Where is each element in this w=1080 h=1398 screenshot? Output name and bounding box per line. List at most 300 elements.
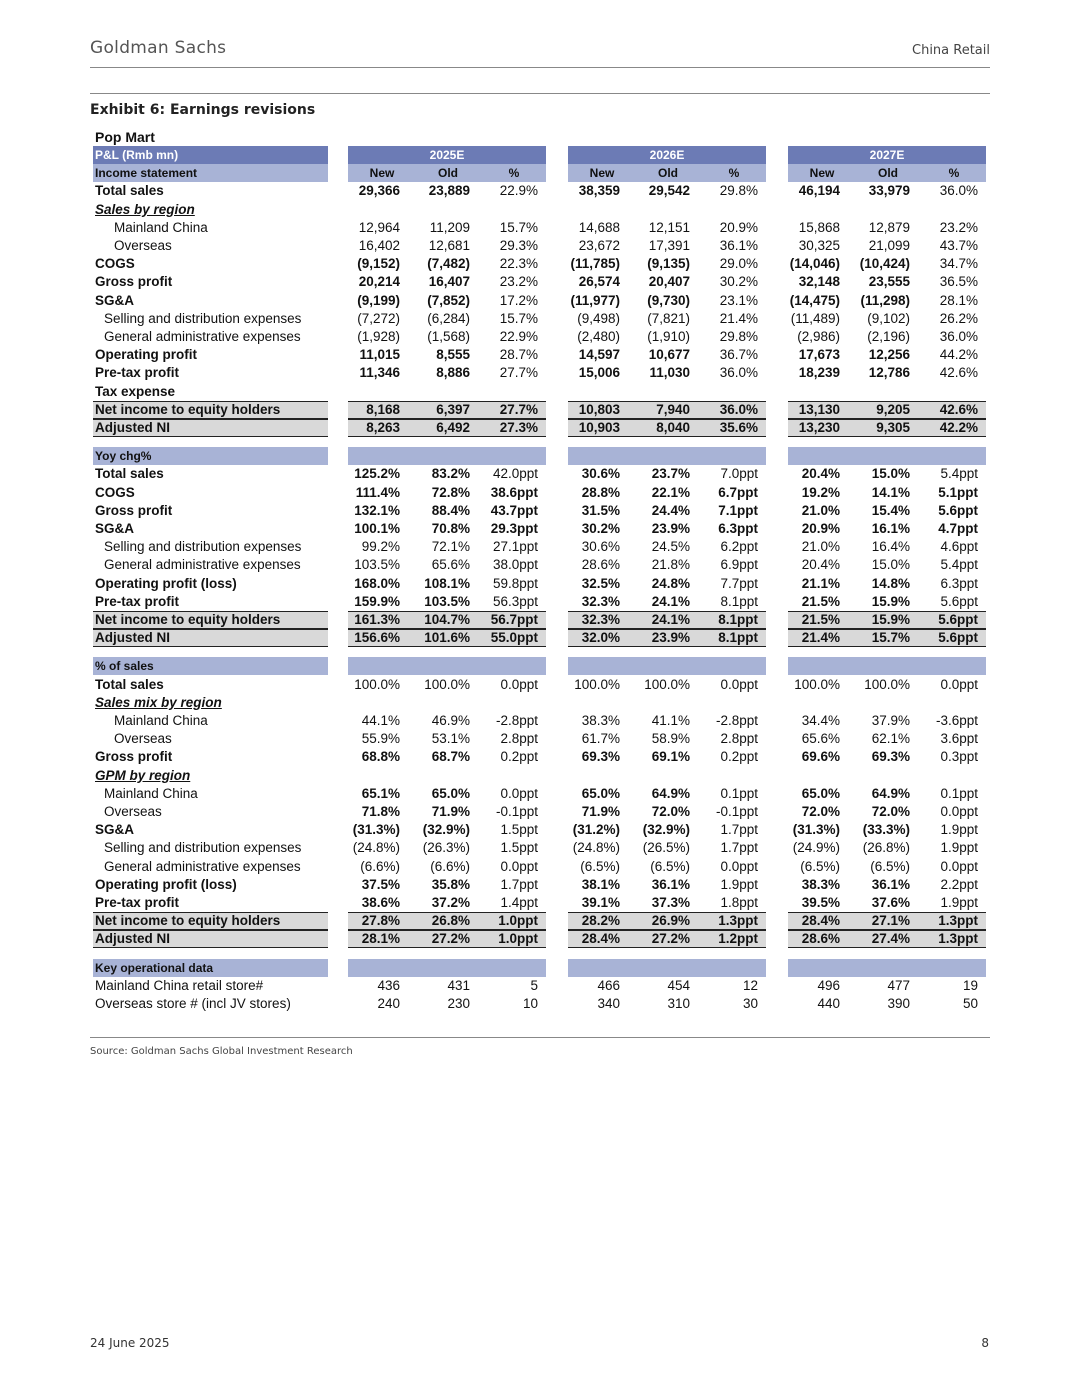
cell-value: 46,194: [798, 183, 840, 199]
cell-value: 1.7ppt: [720, 840, 758, 856]
row-label: Adjusted NI: [95, 420, 171, 435]
cell-value: 37.3%: [651, 895, 690, 910]
cell-value: 12,681: [428, 238, 470, 253]
cell-value: 340: [597, 996, 620, 1011]
row-label: Pre-tax profit: [95, 593, 180, 609]
section-header-bar: [568, 657, 766, 675]
cell-value: 100.0%: [354, 676, 400, 692]
cell-value: 2.8ppt: [500, 731, 538, 747]
cell-value: 28.1%: [361, 931, 400, 947]
cell-value: 26,574: [578, 274, 620, 290]
cell-value: 496: [817, 977, 840, 993]
cell-value: 41.1%: [651, 713, 690, 728]
cell-value: 65.6%: [431, 557, 470, 573]
cell-value: 19.2%: [801, 484, 840, 500]
cell-value: 7,940: [656, 401, 690, 417]
table-row: [0, 959, 1080, 977]
row-label: Total sales: [95, 676, 164, 692]
year-header: 2026E: [649, 148, 685, 162]
cell-value: 21,099: [868, 238, 910, 253]
cell-value: 30.2%: [581, 521, 620, 536]
cell-value: 12,964: [358, 219, 400, 235]
row-label: Adjusted NI: [95, 630, 171, 646]
cell-value: 5.6ppt: [938, 612, 978, 627]
pl-label: P&L (Rmb mn): [95, 148, 179, 162]
cell-value: 71.9%: [581, 804, 620, 819]
table-row: [0, 694, 1080, 712]
cell-value: 64.9%: [871, 785, 910, 801]
cell-value: (9,152): [357, 256, 400, 272]
table-row: [0, 164, 1080, 182]
cell-value: (1,928): [357, 329, 400, 344]
cell-value: -3.6ppt: [935, 713, 978, 728]
cell-value: 454: [667, 977, 690, 993]
cell-value: 21.0%: [801, 539, 840, 555]
section-title: Key operational data: [95, 960, 214, 975]
table-row: [0, 465, 1080, 483]
cell-value: 103.5%: [424, 593, 470, 609]
cell-value: 29.0%: [719, 256, 758, 272]
cell-value: 0.0ppt: [940, 858, 978, 874]
title-rule: [90, 93, 990, 94]
cell-value: 71.8%: [361, 804, 400, 819]
table-row: [0, 977, 1080, 995]
cell-value: 7.0ppt: [720, 466, 758, 482]
row-label: Sales by region: [95, 201, 195, 217]
cell-value: 2.2ppt: [940, 876, 978, 892]
subcol-header: Old: [658, 166, 678, 181]
cell-value: 27.1ppt: [492, 539, 538, 555]
cell-value: 230: [447, 996, 470, 1011]
table-row: [0, 748, 1080, 766]
cell-value: (33.3%): [862, 822, 910, 838]
cell-value: 20.4%: [801, 466, 840, 482]
cell-value: 1.9ppt: [940, 895, 978, 910]
cell-value: 42.0ppt: [492, 466, 538, 482]
cell-value: 36.0%: [719, 401, 758, 417]
row-label: SG&A: [95, 292, 135, 308]
cell-value: 39.5%: [801, 895, 840, 910]
cell-value: 16.4%: [871, 539, 910, 555]
cell-value: (7,272): [357, 310, 400, 326]
cell-value: 55.0ppt: [490, 630, 538, 646]
cell-value: 36.1%: [719, 238, 758, 253]
row-label: Overseas store # (incl JV stores): [95, 996, 291, 1011]
cell-value: 28.8%: [581, 484, 620, 500]
cell-value: 65.0%: [431, 785, 470, 801]
cell-value: 125.2%: [354, 466, 400, 482]
cell-value: (9,135): [647, 256, 690, 272]
table-row: [0, 657, 1080, 675]
cell-value: 6.9ppt: [720, 557, 758, 573]
cell-value: 101.6%: [424, 630, 470, 646]
cell-value: 15.9%: [871, 612, 910, 627]
cell-value: 37.5%: [361, 876, 400, 892]
cell-value: 44.2%: [939, 347, 978, 363]
cell-value: 156.6%: [354, 630, 400, 646]
cell-value: (6,284): [427, 310, 470, 326]
cell-value: 23.9%: [651, 630, 690, 646]
cell-value: 29.8%: [719, 329, 758, 344]
cell-value: 30.6%: [581, 466, 620, 482]
table-row: [0, 912, 1080, 930]
cell-value: 0.0ppt: [940, 804, 978, 819]
row-label: COGS: [95, 256, 135, 272]
cell-value: 0.2ppt: [720, 749, 758, 765]
table-row: [0, 593, 1080, 611]
cell-value: (7,482): [427, 256, 470, 272]
cell-value: 17,391: [648, 238, 690, 253]
cell-value: 43.7%: [939, 238, 978, 253]
cell-value: 23.7%: [651, 466, 690, 482]
cell-value: 22.1%: [651, 484, 690, 500]
cell-value: (24.8%): [572, 840, 620, 856]
cell-value: 68.7%: [431, 749, 470, 765]
cell-value: 28.4%: [801, 913, 840, 929]
cell-value: 20,214: [358, 274, 400, 290]
cell-value: 168.0%: [354, 575, 400, 591]
table-row: [0, 201, 1080, 219]
cell-value: 11,346: [359, 365, 400, 381]
cell-value: 68.8%: [361, 749, 400, 765]
row-label: GPM by region: [95, 767, 191, 783]
cell-value: 38.0ppt: [492, 557, 538, 573]
cell-value: 436: [377, 977, 400, 993]
cell-value: 24.4%: [651, 502, 690, 518]
cell-value: 240: [377, 996, 400, 1011]
table-row: [0, 419, 1080, 437]
cell-value: 43.7ppt: [490, 502, 538, 518]
cell-value: 29.3%: [499, 238, 538, 253]
cell-value: 12,786: [868, 365, 910, 381]
section-header-bar: [788, 959, 986, 977]
table-row: [0, 839, 1080, 857]
cell-value: 1.4ppt: [500, 895, 538, 910]
cell-value: 22.9%: [499, 329, 538, 344]
cell-value: 14.1%: [871, 484, 910, 500]
table-row: [0, 328, 1080, 346]
cell-value: 30: [742, 996, 758, 1011]
cell-value: (14,475): [789, 292, 840, 308]
table-row: [0, 876, 1080, 894]
cell-value: 104.7%: [424, 612, 470, 627]
income-statement-label: Income statement: [95, 166, 198, 181]
cell-value: 22.9%: [499, 183, 538, 199]
cell-value: 15.4%: [871, 502, 910, 518]
cell-value: 6,492: [436, 420, 470, 435]
table-row: [0, 629, 1080, 647]
cell-value: 4.7ppt: [938, 521, 978, 536]
cell-value: 88.4%: [431, 502, 470, 518]
cell-value: 20.9%: [719, 219, 758, 235]
row-label: Sales mix by region: [95, 694, 222, 710]
cell-value: 38.3%: [581, 713, 620, 728]
subcol-header: New: [589, 166, 615, 181]
cell-value: 58.9%: [651, 731, 690, 747]
cell-value: 15.0%: [871, 466, 910, 482]
section-header-bar: [788, 447, 986, 465]
cell-value: (11,489): [790, 310, 840, 326]
row-label: Overseas: [114, 238, 172, 253]
cell-value: 27.4%: [871, 931, 910, 947]
cell-value: 65.6%: [801, 731, 840, 747]
cell-value: 36.0%: [939, 329, 978, 344]
cell-value: 59.8ppt: [492, 575, 538, 591]
cell-value: 108.1%: [424, 575, 470, 591]
subcol-header: Old: [438, 166, 458, 181]
cell-value: 21.5%: [801, 612, 840, 627]
header-section: China Retail: [912, 43, 990, 58]
cell-value: 15.7%: [499, 310, 538, 326]
cell-value: 36.1%: [871, 876, 910, 892]
cell-value: 72.0%: [871, 804, 910, 819]
cell-value: 72.1%: [431, 539, 470, 555]
section-header-bar: [568, 959, 766, 977]
row-label: Mainland China: [104, 785, 198, 801]
source-note: Source: Goldman Sachs Global Investment Research: [90, 1046, 353, 1057]
cell-value: 5.1ppt: [938, 484, 978, 500]
cell-value: 38.3%: [801, 876, 840, 892]
cell-value: 15.7%: [871, 630, 910, 646]
cell-value: 21.8%: [651, 557, 690, 573]
cell-value: 21.4%: [801, 630, 840, 646]
cell-value: 16,407: [428, 274, 470, 290]
cell-value: 0.0ppt: [940, 676, 978, 692]
subcol-header: %: [948, 166, 960, 181]
row-label: Total sales: [95, 183, 164, 199]
cell-value: 30,325: [798, 238, 840, 253]
cell-value: (2,986): [797, 329, 840, 344]
row-label: Gross profit: [95, 274, 173, 290]
cell-value: 1.3ppt: [938, 913, 978, 929]
cell-value: 37.9%: [871, 713, 910, 728]
cell-value: 20,407: [648, 274, 690, 290]
cell-value: 466: [597, 977, 620, 993]
cell-value: 0.0ppt: [720, 858, 758, 874]
cell-value: 5.4ppt: [940, 557, 978, 573]
cell-value: 61.7%: [581, 731, 620, 747]
cell-value: -0.1ppt: [495, 804, 538, 819]
cell-value: 53.1%: [431, 731, 470, 747]
cell-value: 33,979: [868, 183, 910, 199]
cell-value: 32,148: [798, 274, 840, 290]
row-label: General administrative expenses: [104, 557, 301, 573]
cell-value: 7.1ppt: [718, 502, 758, 518]
cell-value: 159.9%: [354, 593, 400, 609]
row-label: Mainland China retail store#: [95, 977, 264, 993]
table-row: [0, 502, 1080, 520]
cell-value: 100.0%: [644, 676, 690, 692]
cell-value: (2,196): [867, 329, 910, 344]
cell-value: 27.7%: [499, 365, 538, 381]
cell-value: 16,402: [358, 238, 400, 253]
cell-value: 1.9ppt: [940, 822, 978, 838]
row-label: Overseas: [114, 731, 172, 747]
cell-value: 0.0ppt: [720, 676, 758, 692]
cell-value: (6.5%): [800, 858, 840, 874]
cell-value: 8,555: [436, 347, 470, 363]
table-row: [0, 346, 1080, 364]
cell-value: -2.8ppt: [715, 713, 758, 728]
cell-value: 12,256: [868, 347, 910, 363]
cell-value: 3.6ppt: [940, 731, 978, 747]
table-row: [0, 995, 1080, 1013]
cell-value: 8,263: [366, 420, 400, 435]
cell-value: 62.1%: [871, 731, 910, 747]
cell-value: 1.0ppt: [498, 913, 538, 929]
cell-value: 7.7ppt: [720, 575, 758, 591]
cell-value: (6.5%): [580, 858, 620, 874]
row-label: Overseas: [104, 804, 162, 819]
exhibit-title: Exhibit 6: Earnings revisions: [90, 102, 316, 118]
cell-value: 29,542: [648, 183, 690, 199]
cell-value: 11,030: [649, 365, 690, 381]
cell-value: 27.2%: [431, 931, 470, 947]
cell-value: 1.8ppt: [720, 895, 758, 910]
row-label: COGS: [95, 484, 135, 500]
cell-value: (9,498): [577, 310, 620, 326]
cell-value: 0.1ppt: [720, 785, 758, 801]
cell-value: 26.9%: [651, 913, 690, 929]
cell-value: 6.3ppt: [940, 575, 978, 591]
row-label: Selling and distribution expenses: [104, 539, 302, 555]
table-row: [0, 767, 1080, 785]
cell-value: 10,803: [578, 401, 620, 417]
header-rule: [90, 67, 990, 68]
row-label: Operating profit: [95, 347, 197, 363]
cell-value: 27.3%: [499, 420, 538, 435]
cell-value: 29.8%: [719, 183, 758, 199]
cell-value: 0.0ppt: [500, 676, 538, 692]
cell-value: 10,677: [648, 347, 690, 363]
cell-value: 1.5ppt: [500, 822, 538, 838]
cell-value: 0.0ppt: [500, 785, 538, 801]
cell-value: 1.0ppt: [498, 931, 538, 947]
cell-value: 31.5%: [581, 502, 620, 518]
table-row: [0, 894, 1080, 912]
cell-value: 18,239: [798, 365, 840, 381]
cell-value: 100.0%: [424, 676, 470, 692]
cell-value: 23.9%: [651, 521, 690, 536]
cell-value: (9,199): [357, 292, 400, 308]
cell-value: 8,040: [656, 420, 690, 435]
table-row: [0, 401, 1080, 419]
cell-value: 11,015: [359, 347, 400, 363]
cell-value: 38.6%: [361, 895, 400, 910]
cell-value: 440: [817, 996, 840, 1011]
cell-value: 69.6%: [801, 749, 840, 765]
page-number: 8: [981, 1336, 989, 1350]
cell-value: 23,672: [578, 238, 620, 253]
table-row: [0, 676, 1080, 694]
section-title: % of sales: [95, 659, 154, 674]
cell-value: (6.5%): [650, 858, 690, 874]
table-row: [0, 237, 1080, 255]
cell-value: 27.8%: [361, 913, 400, 929]
cell-value: 36.0%: [939, 183, 978, 199]
cell-value: 310: [667, 996, 690, 1011]
cell-value: 4.6ppt: [940, 539, 978, 555]
cell-value: 23,889: [428, 183, 470, 199]
cell-value: 37.2%: [431, 895, 470, 910]
cell-value: 5.4ppt: [940, 466, 978, 482]
table-row: [0, 556, 1080, 574]
cell-value: (1,910): [647, 329, 690, 344]
cell-value: 23.2%: [499, 274, 538, 290]
cell-value: 1.2ppt: [718, 931, 758, 947]
cell-value: 28.6%: [581, 557, 620, 573]
table-row: [0, 383, 1080, 401]
cell-value: (24.8%): [352, 840, 400, 856]
cell-value: 22.3%: [499, 256, 538, 272]
cell-value: 431: [447, 977, 470, 993]
cell-value: (11,785): [570, 256, 620, 272]
cell-value: 24.1%: [651, 612, 690, 627]
cell-value: 26.2%: [939, 310, 978, 326]
row-label: General administrative expenses: [104, 858, 301, 874]
cell-value: 103.5%: [354, 557, 400, 573]
cell-value: 477: [887, 977, 910, 993]
cell-value: (7,821): [647, 310, 690, 326]
cell-value: 12,151: [648, 219, 690, 235]
cell-value: 50: [962, 996, 978, 1011]
cell-value: (24.9%): [792, 840, 840, 856]
table-row: [0, 611, 1080, 629]
row-label: Gross profit: [95, 749, 173, 765]
table-row: [0, 858, 1080, 876]
cell-value: 9,305: [876, 420, 910, 435]
cell-value: 8.1ppt: [718, 612, 758, 627]
cell-value: 36.1%: [651, 876, 690, 892]
row-label: SG&A: [95, 822, 135, 838]
cell-value: 65.0%: [801, 785, 840, 801]
cell-value: 17,673: [798, 347, 840, 363]
cell-value: 1.3ppt: [938, 931, 978, 947]
cell-value: 65.0%: [581, 785, 620, 801]
section-header-bar: [348, 959, 546, 977]
cell-value: 1.7ppt: [500, 876, 538, 892]
table-row: [0, 255, 1080, 273]
cell-value: 5: [530, 977, 538, 993]
cell-value: 100.0%: [574, 676, 620, 692]
cell-value: 99.2%: [361, 539, 400, 555]
cell-value: 21.1%: [801, 575, 840, 591]
subcol-header: New: [809, 166, 835, 181]
cell-value: 132.1%: [354, 502, 400, 518]
cell-value: 1.9ppt: [940, 840, 978, 856]
cell-value: 6.7ppt: [718, 484, 758, 500]
cell-value: (31.3%): [352, 822, 400, 838]
cell-value: 5.6ppt: [940, 593, 978, 609]
cell-value: 17.2%: [499, 292, 538, 308]
cell-value: 1.3ppt: [718, 913, 758, 929]
table-row: [0, 785, 1080, 803]
cell-value: 28.4%: [581, 931, 620, 947]
cell-value: 10,903: [578, 420, 620, 435]
section-header-bar: [788, 657, 986, 675]
row-label: Net income to equity holders: [95, 913, 281, 929]
table-row: [0, 803, 1080, 821]
cell-value: 15,868: [798, 219, 840, 235]
table-row: [0, 292, 1080, 310]
report-date: 24 June 2025: [90, 1336, 170, 1350]
cell-value: 44.1%: [361, 713, 400, 728]
cell-value: 8,886: [436, 365, 470, 381]
cell-value: (11,977): [570, 292, 620, 308]
cell-value: 28.1%: [939, 292, 978, 308]
cell-value: 64.9%: [651, 785, 690, 801]
cell-value: 11,209: [429, 219, 470, 235]
